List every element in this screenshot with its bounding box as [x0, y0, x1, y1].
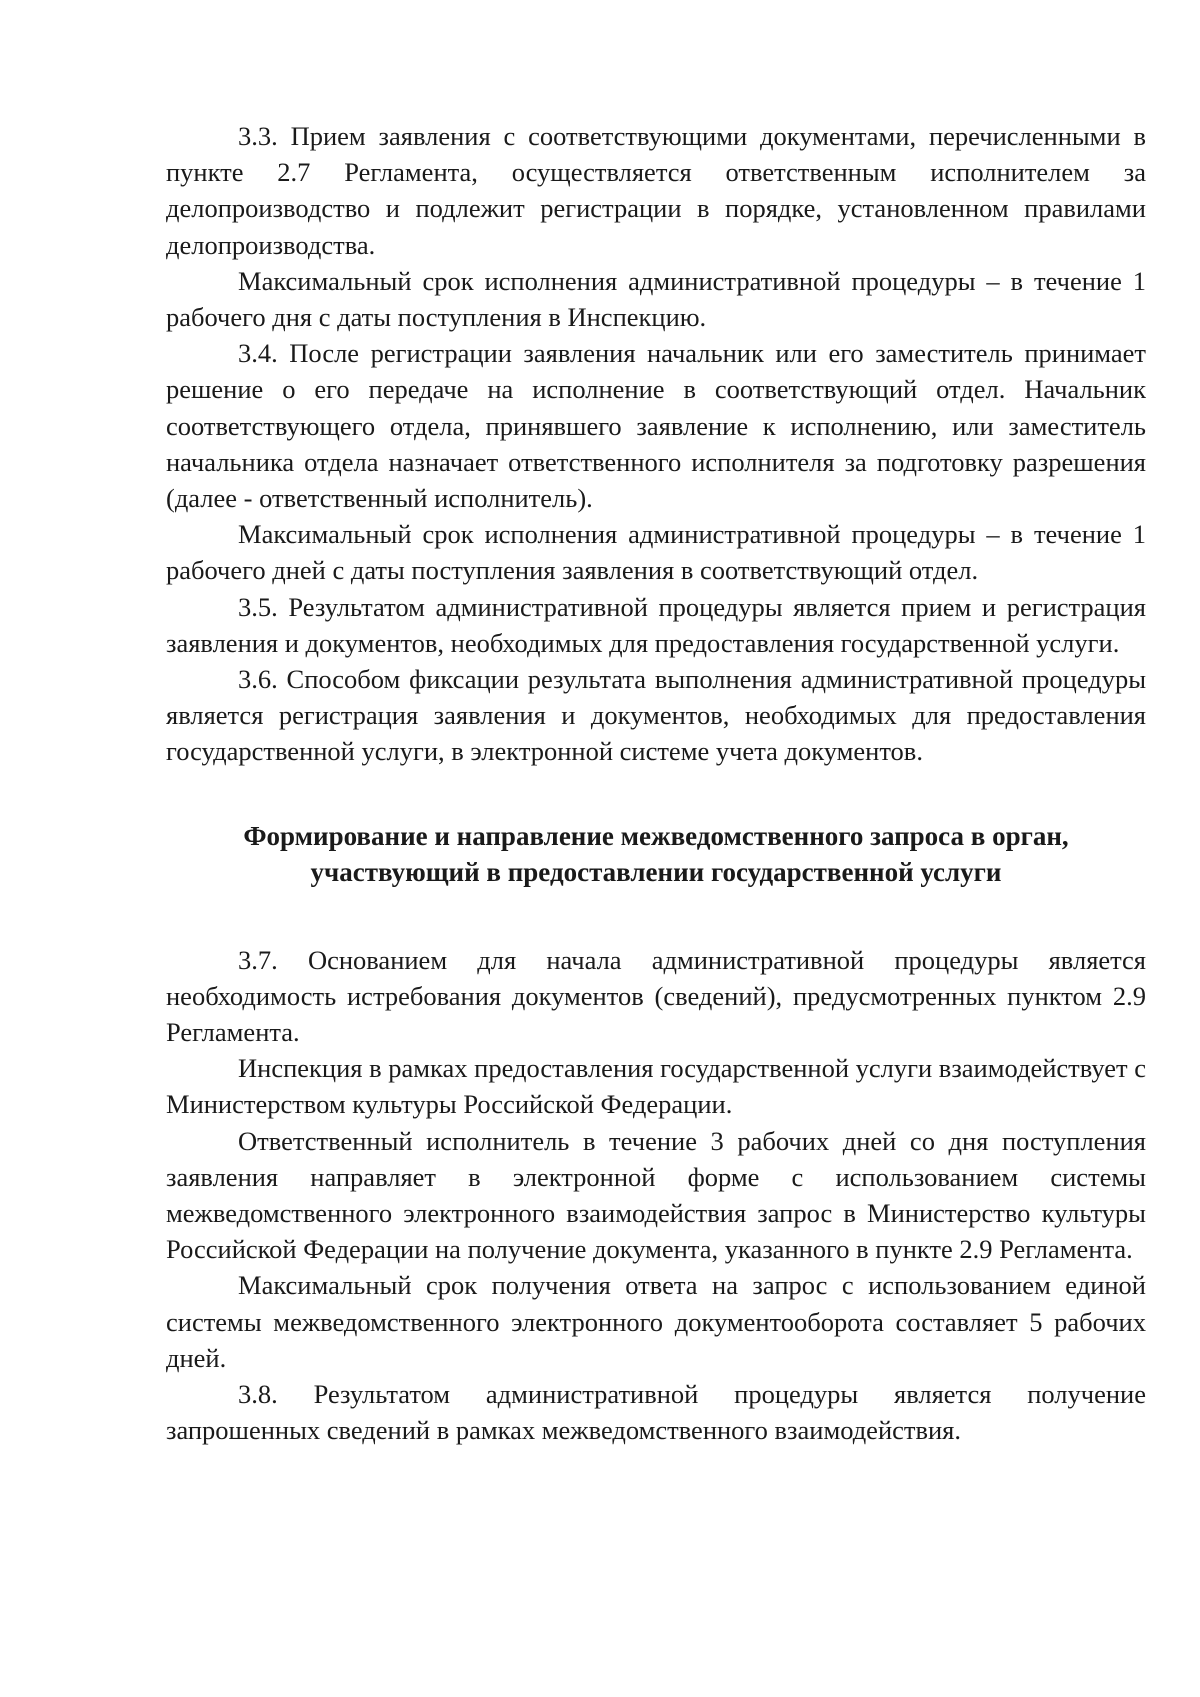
paragraph-inspection: Инспекция в рамках предоставления государственной услуги взаимодействует с Министерством культуры Российской Федерации.	[166, 1053, 1146, 1120]
section-heading-line-1: Формирование и направление межведомственного запроса в орган,	[243, 820, 1069, 851]
paragraph-3-3: 3.3. Прием заявления с соответствующими документами, перечисленными в пункте 2.7 Регламента, осуществляется ответственным исполнителем за делопроизводство и подлежит регистрации в порядке, установленном правилами делопроизводства.	[166, 121, 1146, 260]
paragraph-3-6: 3.6. Способом фиксации результата выполнения административной процедуры является регистрация заявления и документов, необходимых для предоставления государственной услуги, в электронной системе учета документов.	[166, 664, 1146, 767]
paragraph-3-8: 3.8. Результатом административной процедуры является получение запрошенных сведений в рамках межведомственного взаимодействия.	[166, 1379, 1146, 1446]
paragraph-max-term-1: Максимальный срок исполнения административной процедуры – в течение 1 рабочего дня с даты поступления в Инспекцию.	[166, 265, 1146, 333]
paragraph-3-7: 3.7. Основанием для начала административной процедуры является необходимость истребования документов (сведений), предусмотренных пунктом 2.9 Регламента.	[166, 944, 1146, 1048]
section-heading	[166, 818, 1146, 890]
paragraph-max-term-3: Максимальный срок получения ответа на запрос с использованием единой системы межведомственного электронного документооборота составляет 5 рабочих дней.	[166, 1270, 1146, 1373]
document-body	[166, 118, 1146, 1449]
paragraph-responsible-executor: Ответственный исполнитель в течение 3 рабочих дней со дня поступления заявления направляет в электронной форме с использованием системы межведомственного электронного взаимодействия запрос в Министерство культуры Российской Федерации на получение документа, указанного в пункте 2.9 Регламента.	[166, 1125, 1146, 1265]
paragraph-3-4: 3.4. После регистрации заявления начальник или его заместитель принимает решение о его передаче на исполнение в соответствующий отдел. Начальник соответствующего отдела, принявшего заявление к исполнению, или заместитель начальника отдела назначает ответственного исполнителя за подготовку разрешения (далее - ответственный исполнитель).	[166, 338, 1146, 514]
paragraph-max-term-2: Максимальный срок исполнения административной процедуры – в течение 1 рабочего дней с даты поступления заявления в соответствующий отдел.	[166, 519, 1146, 586]
paragraph-3-5: 3.5. Результатом административной процедуры является прием и регистрация заявления и документов, необходимых для предоставления государственной услуги.	[166, 591, 1146, 658]
section-heading-line-2: участвующий в предоставлении государственной услуги	[310, 856, 1002, 887]
